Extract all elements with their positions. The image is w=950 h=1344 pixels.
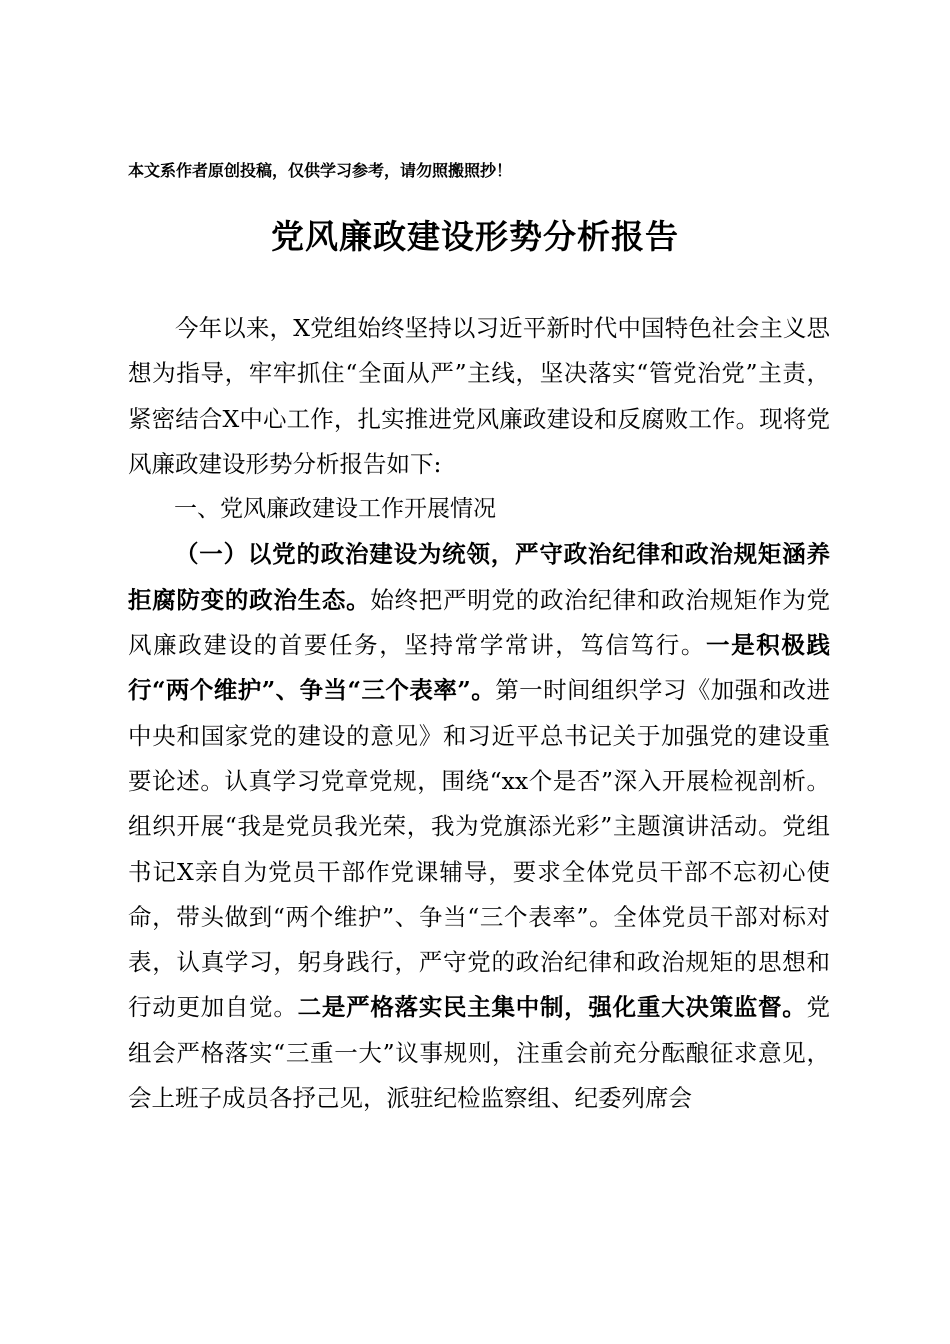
point-two-text: 党组会严格落实“三重一大”议事规则，注重会前充分酝酿征求意见，会上班子成员各抒己见，派驻纪检监察组、纪委列席会 [128,993,830,1113]
section-paragraph [128,532,830,1121]
copyright-notice: 本文系作者原创投稿，仅供学习参考，请勿照搬照抄！ [128,161,513,180]
intro-paragraph: 今年以来，X党组始终坚持以习近平新时代中国特色社会主义思想为指导，牢牢抓住“全面从严”主线，坚决落实“管党治党”主责，紧密结合X中心工作，扎实推进党风廉政建设和反腐败工作。现将党风廉政建设形势分析报告如下: [128,314,830,478]
page-title: 党风廉政建设形势分析报告 [271,217,679,256]
document-body [128,306,830,1121]
section-heading: 一、党风廉政建设工作开展情况 [174,496,496,523]
point-one-text: 第一时间组织学习《加强和改进中央和国家党的建设的意见》和习近平总书记关于加强党的建设重要论述。认真学习党章党规，围绕“xx个是否”深入开展检视剖析。组织开展“我是党员我光荣，我为党旗添光彩”主题演讲活动。党组书记X亲自为党员干部作党课辅导，要求全体党员干部不忘初心使命，带头做到“两个维护”、争当“三个表率”。全体党员干部对标对表，认真学习，躬身践行，严守党的政治纪律和政治规矩的思想和行动更加自觉。 [128,676,831,1022]
point-one-heading: 一是积极践行“两个维护”、争当“三个表率”。 [128,631,831,705]
subsection-heading: （一）以党的政治建设为统领，严守政治纪律和政治规矩涵养拒腐防变的政治生态。 [128,540,830,614]
paragraph-text: 始终把严明党的政治纪律和政治规矩作为党风廉政建设的首要任务，坚持常学常讲，笃信笃行。 [128,585,831,660]
point-two-heading: 二是严格落实民主集中制，强化重大决策监督。 [297,993,807,1022]
